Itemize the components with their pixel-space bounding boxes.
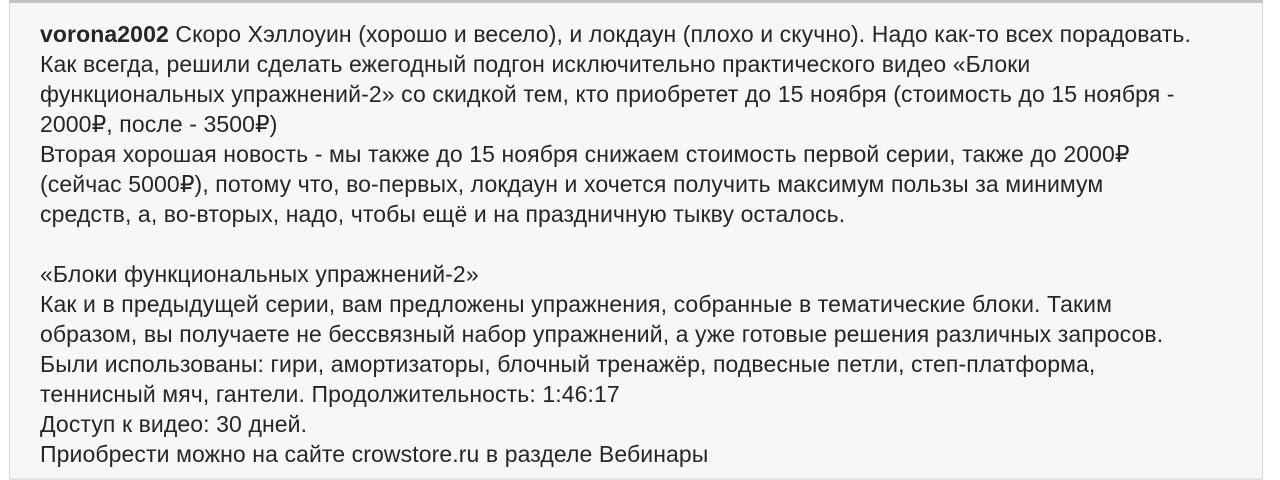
caption-blank-line bbox=[40, 229, 1234, 259]
post-caption bbox=[10, 3, 1262, 469]
post-caption-panel bbox=[9, 0, 1263, 480]
caption-line-text: Скоро Хэллоуин (хорошо и весело), и локдаун (плохо и скучно). Надо как-то всех порадовать. bbox=[175, 21, 1191, 47]
caption-line: Были использованы: гири, амортизаторы, блочный тренажёр, подвесные петли, степ-платформа, bbox=[40, 351, 1096, 377]
caption-line: Вторая хорошая новость - мы также до 15 ноября снижаем стоимость первой серии, также до 2000₽ bbox=[40, 141, 1130, 167]
caption-line: Приобрести можно на сайте crowstore.ru в разделе Вебинары bbox=[40, 441, 709, 467]
caption-line: «Блоки функциональных упражнений-2» bbox=[40, 261, 479, 287]
caption-line: функциональных упражнений-2» со скидкой тем, кто приобретет до 15 ноября (стоимость до 15 ноября - bbox=[40, 81, 1175, 107]
caption-line: теннисный мяч, гантели. Продолжительность: 1:46:17 bbox=[40, 381, 620, 407]
caption-line: Как всегда, решили сделать ежегодный подгон исключительно практического видео «Блоки bbox=[40, 51, 1031, 77]
caption-line: Доступ к видео: 30 дней. bbox=[40, 411, 308, 437]
caption-line: образом, вы получаете не бессвязный набор упражнений, а уже готовые решения различных запросов. bbox=[40, 321, 1164, 347]
caption-line: средств, а, во-вторых, надо, чтобы ещё и на праздничную тыкву осталось. bbox=[40, 201, 846, 227]
caption-line: 2000₽, после - 3500₽) bbox=[40, 111, 278, 137]
caption-line bbox=[40, 19, 1234, 49]
username-link[interactable]: vorona2002 bbox=[40, 21, 169, 47]
caption-line: (сейчас 5000₽), потому что, во-первых, локдаун и хочется получить максимум пользы за минимум bbox=[40, 171, 1104, 197]
caption-line: Как и в предыдущей серии, вам предложены упражнения, собранные в тематические блоки. Таким bbox=[40, 291, 1113, 317]
